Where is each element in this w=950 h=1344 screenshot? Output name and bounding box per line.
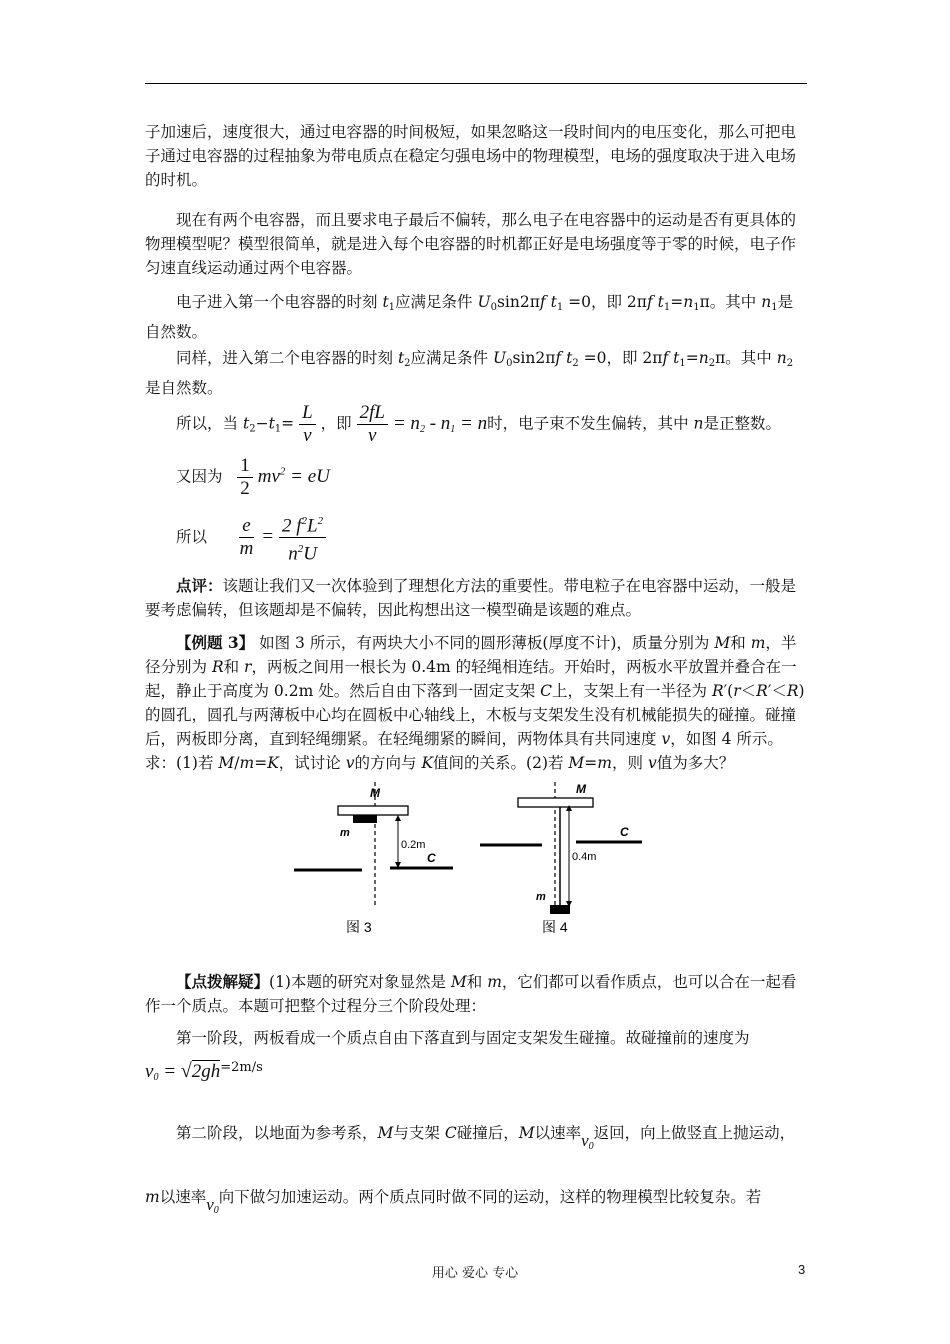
- caption-fig4: 图 4: [542, 919, 568, 935]
- caption-fig3: 图 3: [346, 919, 372, 935]
- figure-3: [294, 782, 453, 935]
- stage-1: 第一阶段，两板看成一个质点自由下落直到与固定支架发生碰撞。故碰撞前的速度为: [176, 1029, 750, 1047]
- paragraph-4: 同样，进入第二个电容器的时刻 $t_2$应满足条件 $U_0\sin 2\pi f$ $t_2 =0$，即 2πf $t_1=n_2\pi$。其中 $n_2$是自然数。: [145, 349, 794, 397]
- label-C-fig3: C: [427, 851, 436, 865]
- example-3: 【例题 3】 如图 3 所示，有两块大小不同的圆形薄板(厚度不计)，质量分别为 M和 m，半径分别为 R和 r，两板之间用一根长为 0.4m 的轻绳相连结。开始时，两板水平放置并叠合在一起，静止于高度为 0.2m 处。然后自由下落到一固定支架 C上，支架上有一半径为 R′(r＜R′＜R)的圆孔，圆孔与两薄板中心均在圆板中心轴线上，木板与支架发生没有机械能损失的碰撞。碰撞后，两板即分离，直到轻绳绷紧。在轻绳绷紧的瞬间，两物体具有共同速度 v，如图 4 所示。求：(1)若 M/m=K，试讨论 v的方向与 K值间的关系。(2)若 M=m，则 v值为多大？: [145, 633, 805, 772]
- footer: 用心 爱心 专心: [431, 1266, 519, 1281]
- figure-4: [480, 782, 642, 935]
- stage-1-formula: $v_0 = √2gh^{=2m/s}$: [145, 1060, 263, 1083]
- label-M-fig4: M: [576, 782, 586, 796]
- paragraph-1: 子加速后，速度很大，通过电容器的时间极短，如果忽略这一段时间内的电压变化，那么可把电子通过电容器的过程抽象为带电质点在稳定匀强电场中的物理模型，电场的强度取决于进入电场的时机。: [145, 123, 797, 189]
- plate-M-fig4: [518, 798, 593, 807]
- equation-energy: 又因为 $\frac{1}{2}$ $mv^2$ = eU: [176, 455, 330, 499]
- plate-m-fig3: [353, 815, 377, 823]
- comment: 点评：该题让我们又一次体验到了理想化方法的重要性。带电粒子在电容器中运动，一般是要考虑偏转，但该题却是不偏转，因此构想出这一模型确是该题的难点。: [145, 576, 797, 619]
- page-number: 3: [798, 1262, 806, 1277]
- paragraph-2: 现在有两个电容器，而且要求电子最后不偏转，那么电子在电容器中的运动是否有更具体的物理模型呢？模型很简单，就是进入每个电容器的时机都正好是电场强度等于零的时候，电子作匀速直线运动通过两个电容器。: [145, 211, 797, 277]
- paragraph-3: 电子进入第一个电容器的时刻 $t_1$应满足条件 $U_0\sin 2\pi f$ $t_1 =0$，即 2πf $t_1=n_1\pi$。其中 $n_1$是自然数。: [145, 293, 794, 341]
- label-dist-fig4: 0.4m: [572, 851, 597, 863]
- label-m-fig4: m: [536, 891, 546, 903]
- plate-M-fig3: [338, 806, 408, 815]
- equation-ratio: 所以 $\frac{e}{m}$ = $\frac{2 f^2L^2}{n^2U}$: [176, 510, 326, 566]
- plate-m-fig4: [550, 905, 570, 914]
- label-M-fig3: M: [370, 786, 380, 800]
- header-rule: [145, 83, 807, 84]
- label-dist-fig3: 0.2m: [401, 839, 426, 851]
- figures-3-4: [280, 780, 660, 945]
- hint: 【点拨解疑】(1)本题的研究对象显然是 M和 m，它们都可以看作质点，也可以合在一起看作一个质点。本题可把整个过程分三个阶段处理：: [145, 972, 797, 1015]
- label-C-fig4: C: [620, 825, 629, 839]
- stage-2: 第二阶段，以地面为参考系，M与支架 C碰撞后，M以速率$v_0$返回，向上做竖直上抛运动，m以速率$v_0$向下做匀加速运动。两个质点同时做不同的运动，这样的物理模型比较复杂。若: [145, 1124, 796, 1216]
- equation-deflection: 所以，当 $t_2-t_1=$ $\frac{L}{v}$ ，即 $\frac{2fL}{v}$ = $n_2 - n_1 = n$时，电子束不发生偏转，其中 n是正整数。: [176, 402, 782, 446]
- label-m-fig3: m: [340, 827, 350, 839]
